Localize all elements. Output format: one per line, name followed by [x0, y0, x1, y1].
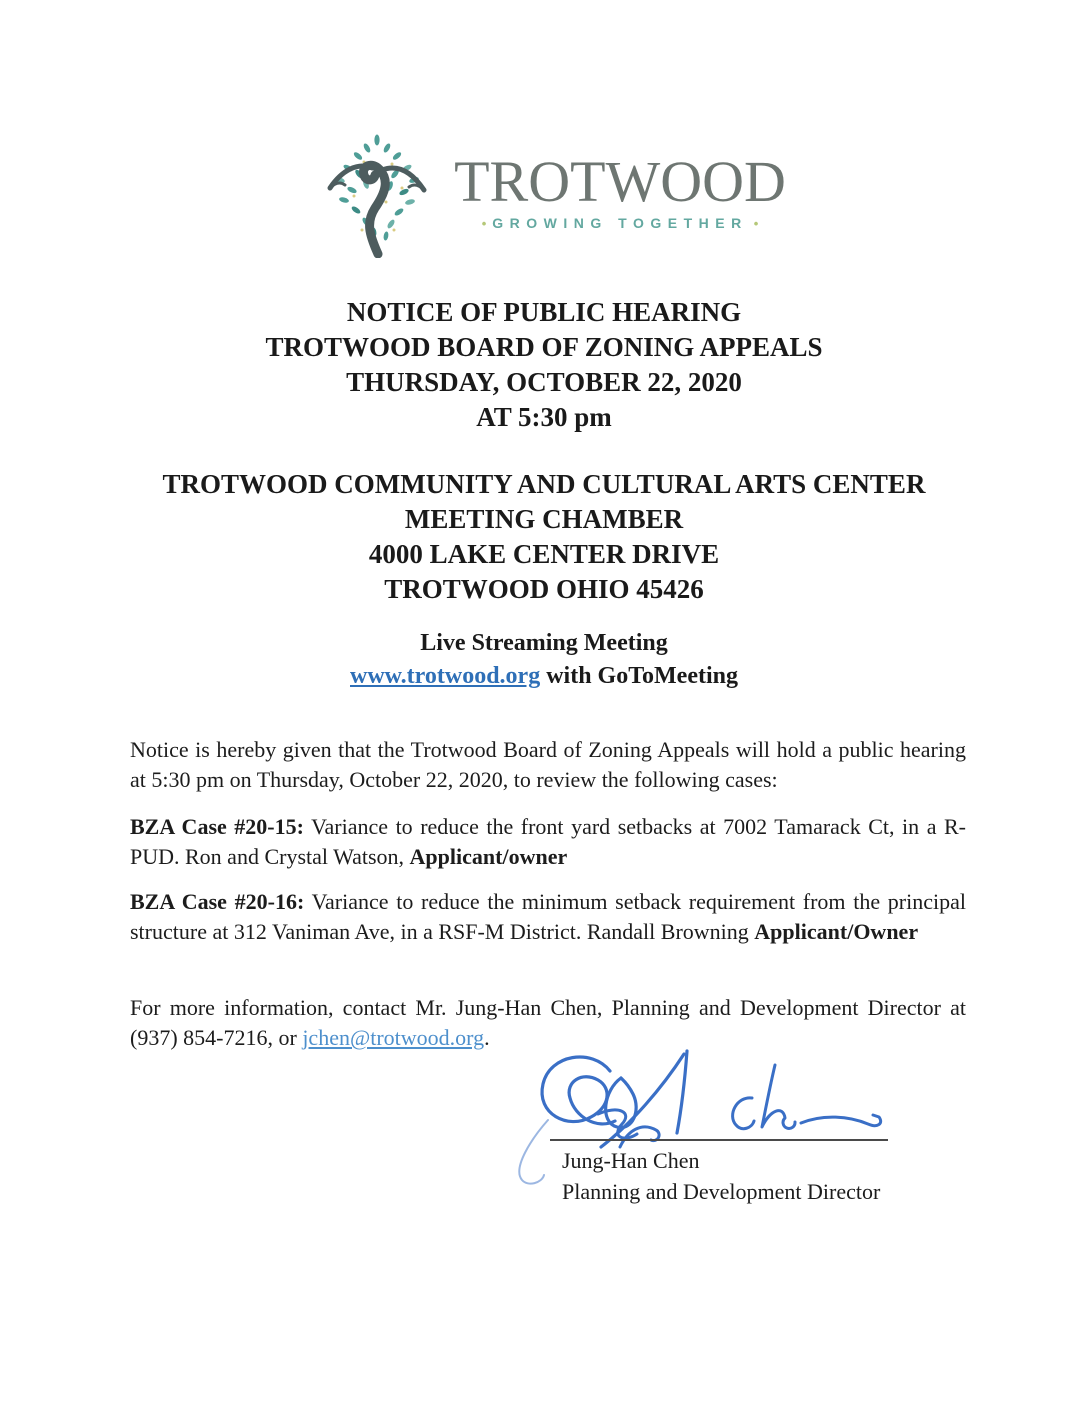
logo-tagline	[445, 215, 795, 231]
streaming-line	[0, 660, 1088, 693]
tagline-dot-left-icon: •	[481, 216, 487, 231]
logo-wordmark: TROTWOOD	[454, 149, 786, 214]
venue-block	[0, 467, 1088, 607]
tagline-dot-right-icon: •	[753, 216, 759, 231]
venue-line-4: TROTWOOD OHIO 45426	[384, 574, 704, 604]
case2-text: Variance to reduce the minimum setback requirement from the principal structure at 312 Vaniman Ave, in a RSF-M District. Randall Browning	[130, 889, 966, 944]
trotwood-logo	[445, 149, 795, 231]
case2-label: BZA Case #20-16:	[130, 889, 305, 914]
heading-line-4: AT 5:30 pm	[476, 402, 612, 432]
signer-title: Planning and Development Director	[562, 1179, 881, 1204]
contact-period: .	[484, 1025, 490, 1050]
heading-line-2: TROTWOOD BOARD OF ZONING APPEALS	[265, 332, 823, 362]
bza-case-20-16-paragraph	[130, 887, 966, 947]
heading-line-3: THURSDAY, OCTOBER 22, 2020	[346, 367, 742, 397]
bza-case-20-15-paragraph	[130, 812, 966, 872]
trotwood-org-link[interactable]: www.trotwood.org	[350, 663, 541, 689]
venue-line-2: MEETING CHAMBER	[404, 504, 684, 534]
notice-heading	[0, 295, 1088, 435]
streaming-block	[0, 627, 1088, 693]
venue-line-1: TROTWOOD COMMUNITY AND CULTURAL ARTS CENTER	[162, 469, 926, 499]
signature-block	[562, 1145, 880, 1207]
case1-applicant: Applicant/owner	[409, 844, 568, 869]
tagline-text: GROWING TOGETHER	[492, 215, 748, 231]
trotwood-tree-icon	[314, 132, 440, 258]
venue-line-3: 4000 LAKE CENTER DRIVE	[368, 539, 720, 569]
case1-text: Variance to reduce the front yard setbacks at 7002 Tamarack Ct, in a R-PUD. Ron and Crystal Watson,	[130, 814, 966, 869]
intro-paragraph: Notice is hereby given that the Trotwood Board of Zoning Appeals will hold a public hearing at 5:30 pm on Thursday, October 22, 2020, to review the following cases:	[130, 737, 966, 792]
streaming-suffix: with GoToMeeting	[540, 663, 738, 689]
streaming-title: Live Streaming Meeting	[420, 630, 668, 656]
signature-line	[550, 1139, 888, 1141]
signer-name: Jung-Han Chen	[562, 1148, 700, 1173]
case1-label: BZA Case #20-15:	[130, 814, 304, 839]
jchen-email-link[interactable]: jchen@trotwood.org	[302, 1025, 485, 1050]
contact-text: For more information, contact Mr. Jung-Han Chen, Planning and Development Director at (937) 854-7216, or	[130, 995, 966, 1050]
case2-applicant: Applicant/Owner	[754, 919, 919, 944]
heading-line-1: NOTICE OF PUBLIC HEARING	[346, 297, 742, 327]
